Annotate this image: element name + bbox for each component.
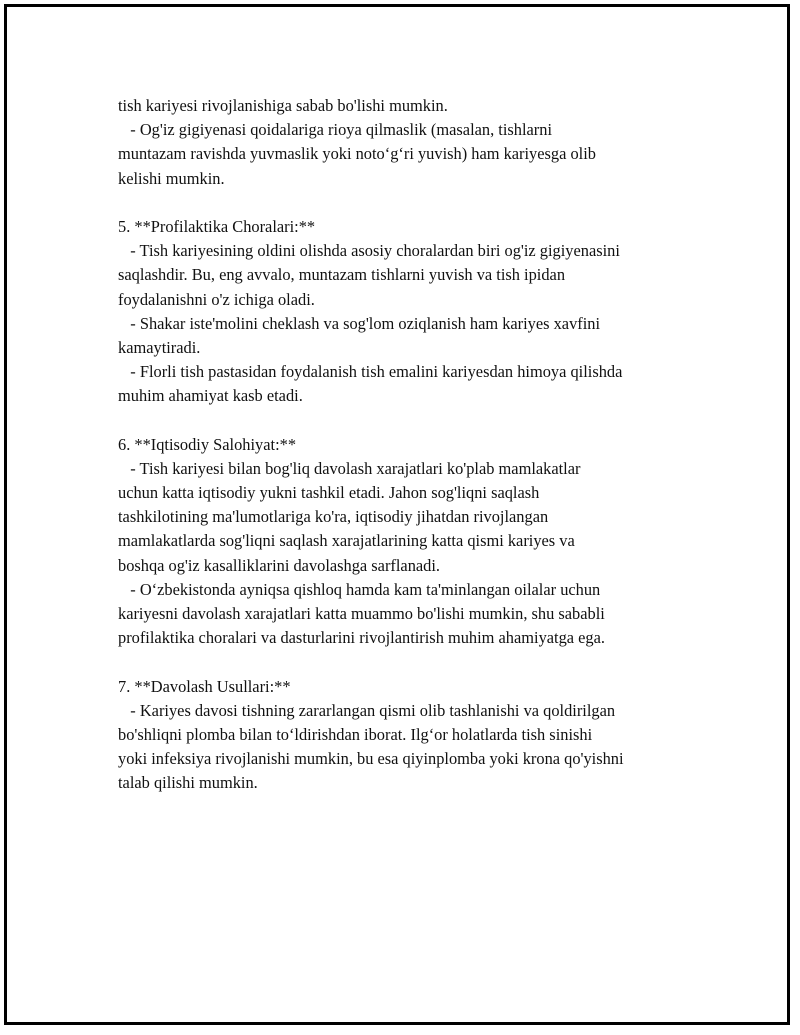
document-body <box>118 94 698 795</box>
text-line: mamlakatlarda sog'liqni saqlash xarajatlarining katta qismi kariyes va <box>118 531 575 551</box>
paragraph-gap <box>118 191 698 215</box>
text-line: talab qilishi mumkin. <box>118 773 258 793</box>
text-line: - Florli tish pastasidan foydalanish tish emalini kariyesdan himoya qilishda <box>118 362 623 382</box>
text-line: boshqa og'iz kasalliklarini davolashga sarflanadi. <box>118 555 441 575</box>
text-line: tish kariyesi rivojlanishiga sabab bo'lishi mumkin. <box>118 96 448 115</box>
text-line: muntazam ravishda yuvmaslik yoki noto‘g‘ri yuvish) ham kariyesga olib <box>118 144 596 164</box>
text-line: - Og'iz gigiyenasi qoidalariga rioya qilmaslik (masalan, tishlarni <box>118 120 553 140</box>
paragraph-gap <box>118 650 698 674</box>
text-line: - Tish kariyesining oldini olishda asosiy choralardan biri og'iz gigiyenasini <box>118 241 620 261</box>
text-line: saqlashdir. Bu, eng avvalo, muntazam tishlarni yuvish va tish ipidan <box>118 265 566 285</box>
text-line: - Tish kariyesi bilan bog'liq davolash xarajatlari ko'plab mamlakatlar <box>118 458 581 478</box>
text-line: - Kariyes davosi tishning zararlangan qismi olib tashlanishi va qoldirilgan <box>118 700 616 720</box>
text-line: bo'shliqni plomba bilan to‘ldirishdan iborat. Ilg‘or holatlarda tish sinishi <box>118 724 593 744</box>
text-line: - O‘zbekistonda ayniqsa qishloq hamda kam ta'minlangan oilalar uchun <box>118 579 601 599</box>
text-line: uchun katta iqtisodiy yukni tashkil etadi. Jahon sog'liqni saqlash <box>118 483 540 502</box>
section-heading: 7. **Davolash Usullari:** <box>118 676 291 696</box>
text-line: muhim ahamiyat kasb etadi. <box>118 386 303 406</box>
section-heading: 5. **Profilaktika Choralari:** <box>118 216 316 236</box>
text-line: yoki infeksiya rivojlanishi mumkin, bu esa qiyinplomba yoki krona qo'yishni <box>118 749 624 769</box>
text-line: tashkilotining ma'lumotlariga ko'ra, iqtisodiy jihatdan rivojlangan <box>118 507 549 527</box>
text-line: kariyesni davolash xarajatlari katta muammo bo'lishi mumkin, shu sababli <box>118 603 605 623</box>
text-line: - Shakar iste'molini cheklash va sog'lom oziqlanish ham kariyes xavfini <box>118 313 601 333</box>
text-line: kamaytiradi. <box>118 337 201 357</box>
text-line: foydalanishni o'z ichiga oladi. <box>118 289 315 309</box>
section-heading: 6. **Iqtisodiy Salohiyat:** <box>118 434 297 454</box>
text-line: kelishi mumkin. <box>118 168 225 188</box>
paragraph-gap <box>118 408 698 432</box>
text-line: profilaktika choralari va dasturlarini rivojlantirish muhim ahamiyatga ega. <box>118 628 606 648</box>
